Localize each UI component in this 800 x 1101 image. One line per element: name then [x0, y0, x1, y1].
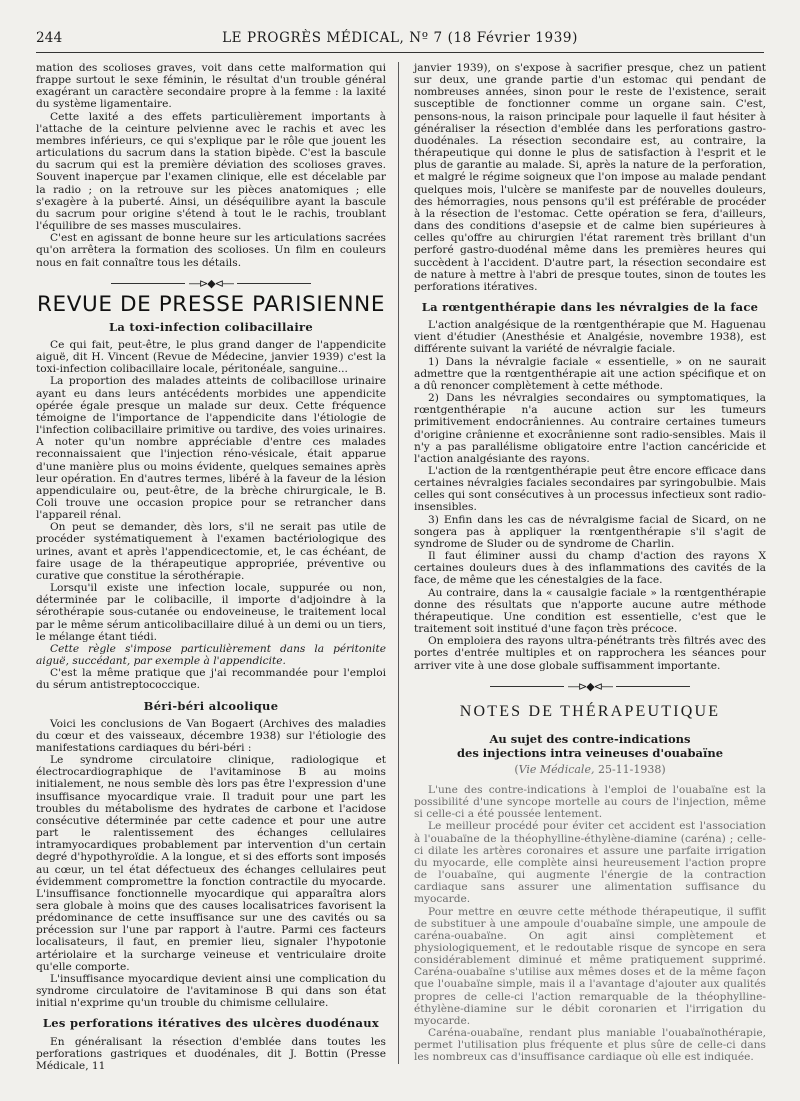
paragraph: C'est en agissant de bonne heure sur les articulations sacrées qu'on arrêtera la formation des scolioses. Un film en couleurs nous en fait connaître tous les détails.	[36, 232, 386, 269]
paragraph: L'action de la rœntgenthérapie peut être encore efficace dans certaines névralgies faciales secondaires par syringobulbie. Mais celles qui sont consécutives à un processus infectieux sont radio-insensibles.	[414, 465, 766, 514]
paragraph: Le meilleur procédé pour éviter cet accident est l'association à l'ouabaïne de la théophylline-éthylène-diamine (caréna) ; celle-ci dilate les artères coronaires et assure une parfaite irrigation du myocarde, elle complète ainsi heureusement l'action propre de l'ouabaïne, qui augmente l'énergie de la contraction cardiaque sans assurer une alimentation suffisance du myocarde.	[414, 820, 766, 906]
ornament-line	[616, 686, 690, 687]
ornament-line	[111, 283, 185, 284]
paragraph: Il faut éliminer aussi du champ d'action des rayons X certaines douleurs dues à des inflammations des cavités de la face, de même que les cénestalgies de la face.	[414, 550, 766, 587]
paragraph-italic	[36, 643, 386, 667]
paragraph: L'une des contre-indications à l'emploi de l'ouabaïne est la possibilité d'une syncope mortelle au cours de l'injection, même si celle-ci a été poussée lentement.	[414, 783, 766, 821]
column-divider	[398, 62, 399, 1064]
source-journal: Vie Médicale,	[518, 762, 595, 776]
faded-notes	[414, 784, 766, 1064]
right-column	[414, 62, 766, 1064]
paragraph: L'action analgésique de la rœntgenthérapie que M. Haguenau vient d'étudier (Anesthésie et Analgésie, novembre 1938), est différente suivant la variété de névralgie faciale.	[414, 319, 766, 356]
paragraph: Pour mettre en œuvre cette méthode thérapeutique, il suffit de substituer à une ampoule d'ouabaïne simple, une ampoule de caréna-ouabaïne. On agit ainsi complètement et physiologiquement, et le redoutable risque de syncope en sera considérablement diminué et même pratiquement supprimé. Caréna-ouabaïne s'utilise aux mêmes doses et de la même façon que l'ouabaïne simple, mais il a l'avantage d'ajouter aux qualités propres de celle-ci l'action remarquable de la théophylline-éthylène-diamine sur le débit coronarien et l'irrigation du myocarde.	[414, 905, 766, 1027]
article-title: Béri-béri alcoolique	[143, 698, 279, 713]
header-rule	[36, 52, 764, 53]
article-source: (Vie Médicale, 25-11-1938)	[514, 762, 666, 776]
section-title: REVUE DE PRESSE PARISIENNE	[36, 291, 386, 317]
paragraph: En généralisant la résection d'emblée dans toutes les perforations gastriques et duodénales, dit J. Bottin (Presse Médicale, 11	[36, 1035, 386, 1072]
paragraph: 1) Dans la névralgie faciale « essentielle, » on ne saurait admettre que la rœntgenthérapie ait une action spécifique et on a dû renoncer complètement à cette méthode.	[414, 355, 766, 392]
section-title: NOTES DE THÉRAPEUTIQUE	[459, 702, 721, 720]
paragraph: Le syndrome circulatoire clinique, radiologique et électrocardiographique de l'avitaminose B au moins initialement, ne nous semble dès lors pas être l'expression d'une insuffisance myocardique vraie. Il traduit pour une part les troubles du métabolisme des hydrates de carbone et l'acidose consécutive déterminée par cette cadence et pour une autre part le ralentissement des échanges cellulaires intramyocardiques probablement par intervention d'un certain degré d'hypothyroïdie. A la longue, et si des efforts sont imposés au cœur, un tel état défectueux des échanges cellulaires peut évidemment compromettre la fonction contractile du myocarde. L'insuffisance fonctionnelle myocardique qui apparaîtra alors sera globale à moins que des causes localisatrices favorisent la prédominance de cette insuffisance sur une des cavités ou sa précession sur l'une par rapport à l'autre. Parmi ces facteurs localisateurs, il faut, en premier lieu, signaler l'hypotonie artériolaire et la surcharge veineuse et ventriculaire droite qu'elle comporte.	[36, 754, 386, 973]
article-title: La toxi-infection colibacillaire	[108, 319, 314, 334]
italic-text: Cette règle s'impose particulièrement dans la péritonite aiguë, succédant, par exemple à l'appendicite.	[36, 642, 386, 668]
paragraph: janvier 1939), on s'expose à sacrifier presque, chez un patient sur deux, une grande partie d'un estomac qui pendant de nombreuses années, sinon pour le reste de l'existence, serait susceptible de fonctionner comme un organe sain. C'est, pensons-nous, la raison principale pour laquelle il faut hésiter à généraliser la résection d'emblée dans les perforations gastro-duodénales. La résection secondaire est, au contraire, la thérapeutique qui donne le plus de satisfaction à l'esprit et le plus de garantie au malade. Si, après la nature de la perforation, et malgré le régime soigneux que l'on impose au malade pendant quelques mois, l'ulcère se manifeste par de nouvelles douleurs, des hémorragies, nous pensons qu'il est préférable de procéder à la résection de l'estomac. Cette opération se fera, d'ailleurs, dans des conditions d'asepsie et de calme bien supérieures à celles qu'offre au chirurgien l'état rarement très brillant d'un perforé gastro-duodénal même dans les premières heures qui succèdent à l'accident. D'autre part, la résection secondaire est de nature à mettre à l'abri de presque toutes, sinon de toutes les perforations itératives.	[414, 62, 766, 293]
ornament-icon: ―⊳◆⊲―	[189, 276, 233, 290]
article-title	[414, 732, 766, 760]
ornament-icon: ―⊳◆⊲―	[568, 679, 612, 693]
ornament-line	[490, 686, 564, 687]
paragraph: C'est la même pratique que j'ai recommandée pour l'emploi du sérum antistreptococcique.	[36, 667, 386, 692]
source-date: 25-11-1938	[597, 762, 662, 776]
paragraph: Cette laxité a des effets particulièrement importants à l'attache de la ceinture pelvienne avec le rachis et avec les membres inférieurs, ce qui s'explique par le rôle que jouent les articulations du sacrum dans la station bipède. C'est la bascule du sacrum qui est la première déviation des scolioses graves. Souvent inaperçue par l'examen clinique, elle est décelable par la radio ; on la retrouve sur les pièces anatomiques ; elle s'exagère à la puberté. Ainsi, un déséquilibre ayant la bascule du sacrum pour origine s'étend à tout le le rachis, troublant l'équilibre de ses masses musculaires.	[36, 110, 386, 233]
paragraph: Caréna-ouabaïne, rendant plus maniable l'ouabaïnothérapie, permet l'utilisation plus fréquente et plus sûre de celle-ci dans les nombreux cas d'insuffisance cardiaque où elle est indiquée.	[414, 1027, 766, 1064]
page-number: 244	[36, 30, 63, 46]
paragraph: mation des scolioses graves, voit dans cette malformation qui frappe surtout le sexe féminin, le résultat d'un trouble général exagérant un caractère secondaire propre à la femme : la laxité du système ligamentaire.	[36, 62, 386, 111]
ornament-divider	[414, 678, 766, 696]
paragraph: On emploiera des rayons ultra-pénétrants très filtrés avec des portes d'entrée multiples et on rapprochera les séances pour arriver vite à une dose globale suffisamment importante.	[414, 635, 766, 672]
paragraph: Au contraire, dans la « causalgie faciale » la rœntgenthérapie donne des résultats que n'apporte aucune autre méthode thérapeutique. Une condition est essentielle, c'est que le traitement soit institué d'une façon très précoce.	[414, 586, 766, 636]
paragraph: 2) Dans les névralgies secondaires ou symptomatiques, la rœntgenthérapie n'a aucune action sur les tumeurs primitivement endocrâniennes. Au contraire certaines tumeurs d'origine crânienne et exocrânienne sont radio-sensibles. Mais il n'y a pas parallélisme obligatoire entre l'action cancéricide et l'action analgésiante des rayons.	[414, 392, 766, 465]
article-title-line: des injections intra veineuses d'ouabaïne	[456, 745, 724, 760]
paragraph: La proportion des malades atteints de colibacillose urinaire ayant eu dans leurs antécédents morbides une appendicite opérée égale presque un malade sur deux. Cette fréquence témoigne de l'importance de l'appendicite dans l'étiologie de l'infection colibacillaire primitive ou tardive, des voies urinaires. A noter qu'un nombre appréciable d'entre ces malades reconnaissaient que l'injection réno-vésicale, était apparue d'une manière plus ou moins évidente, quelques semaines après leur opération. En d'autres termes, libéré à la faveur de la lésion appendiculaire ou, peut-être, de la brèche chirurgicale, le B. Coli trouve une occasion propice pour se retrancher dans l'appareil rénal.	[36, 375, 386, 522]
paragraph: Lorsqu'il existe une infection locale, suppurée ou non, déterminée par le colibacille, il importe d'adjoindre à la sérothérapie sous-cutanée ou endoveineuse, le traitement local par le même sérum anticolibacillaire dilué à un demi ou un tiers, le mélange étant tiédi.	[36, 582, 386, 643]
paragraph: 3) Enfin dans les cas de névralgisme facial de Sicard, on ne songera pas à appliquer la rœntgenthérapie s'il s'agit de syndrome de Sluder ou de syndrome de Charlin.	[414, 513, 766, 550]
paragraph: Ce qui fait, peut-être, le plus grand danger de l'appendicite aiguë, dit H. Vincent (Revue de Médecine, janvier 1939) c'est la toxi-infection colibacillaire locale, péritonéale, sanguine...	[36, 338, 386, 376]
ornament-line	[237, 283, 311, 284]
paragraph: On peut se demander, dès lors, s'il ne serait pas utile de procéder systématiquement à l'examen bactériologique des urines, avant et après l'appendicectomie, et, le cas échéant, de faire usage de la thérapeutique appropriée, préventive ou curative que constitue la sérothérapie.	[36, 521, 386, 582]
left-column	[36, 62, 386, 1072]
paragraph: L'insuffisance myocardique devient ainsi une complication du syndrome circulatoire de l'avitaminose B qui dans son état initial n'exprime qu'un trouble du chimisme cellulaire.	[36, 972, 386, 1010]
paragraph: Voici les conclusions de Van Bogaert (Archives des maladies du cœur et des vaisseaux, décembre 1938) sur l'étiologie des manifestations cardiaques du béri-béri :	[36, 717, 386, 754]
article-title: Les perforations itératives des ulcères duodénaux	[42, 1016, 380, 1031]
ornament-divider	[36, 275, 386, 293]
article-title-line: Au sujet des contre-indications	[489, 731, 691, 746]
running-head	[36, 30, 764, 48]
journal-title: LE PROGRÈS MÉDICAL, Nº 7 (18 Février 1939)	[222, 30, 578, 46]
article-title: La rœntgenthérapie dans les névralgies de la face	[421, 299, 759, 314]
